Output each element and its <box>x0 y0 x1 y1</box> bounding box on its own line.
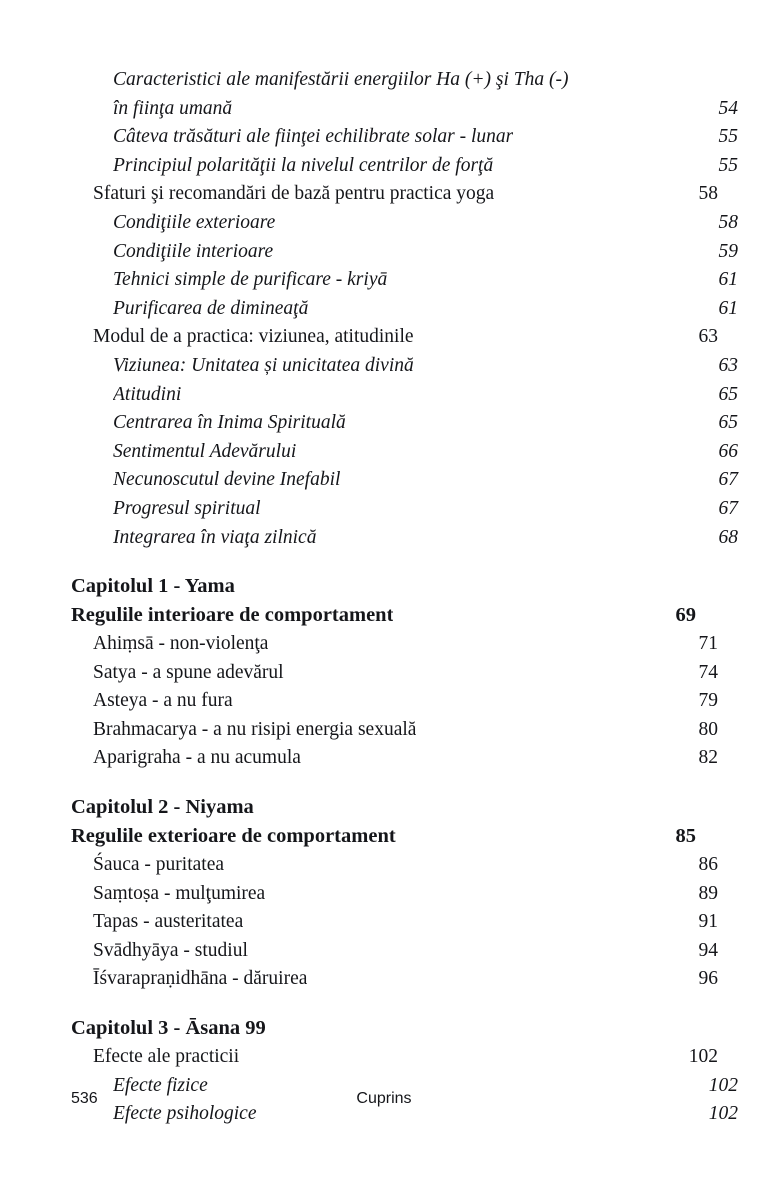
toc-entry-label: Svādhyāya - studiul <box>93 939 248 961</box>
toc-entry[interactable] <box>93 908 718 937</box>
toc-entry-label: Capitolul 2 - Niyama <box>71 796 254 819</box>
toc-entry-page-number: 58 <box>698 183 718 205</box>
toc-entry[interactable] <box>93 180 718 209</box>
toc-entry-page-number: 80 <box>698 718 718 740</box>
toc-entry-label: Efecte psihologice <box>113 1103 257 1125</box>
toc-entry-label: Condiţiile interioare <box>113 240 274 262</box>
toc-entry[interactable] <box>71 601 696 630</box>
toc-entry-page-number: 82 <box>698 747 718 769</box>
toc-entry[interactable] <box>113 524 738 553</box>
toc-entry[interactable] <box>71 793 696 822</box>
toc-entry-label: Efecte ale practicii <box>93 1046 240 1068</box>
toc-entry-page-number: 71 <box>698 633 718 655</box>
toc-entry-label: Tapas - austeritatea <box>93 911 244 933</box>
toc-entry[interactable] <box>93 851 718 880</box>
toc-entry[interactable] <box>113 266 738 295</box>
toc-entry-label: Regulile exterioare de comportament <box>71 825 396 848</box>
toc-entry-page-number: 69 <box>675 604 696 627</box>
toc-entry-page-number: 102 <box>708 1074 738 1096</box>
toc-entry-label: Saṃtoṣa - mulţumirea <box>93 882 266 904</box>
toc-entry-label: Aparigraha - a nu acumula <box>93 747 301 769</box>
toc-entry-label: Principiul polarităţii la nivelul centrilor de forţă <box>113 154 494 176</box>
toc-entry-page-number: 55 <box>718 154 738 176</box>
toc-entry[interactable] <box>71 822 696 851</box>
toc-entry-label: Capitolul 1 - Yama <box>71 575 235 598</box>
toc-entry-page-number: 74 <box>698 661 718 683</box>
toc-entry-page-number: 67 <box>718 497 738 519</box>
toc-entry[interactable] <box>93 687 718 716</box>
toc-entry[interactable] <box>113 209 738 238</box>
toc-entry-page-number: 91 <box>698 911 718 933</box>
toc-entry-label: Sentimentul Adevărului <box>113 440 297 462</box>
toc-entry-page-number: 102 <box>688 1046 718 1068</box>
toc-entry-label: în fiinţa umană <box>113 97 233 119</box>
toc-entry[interactable] <box>113 95 738 124</box>
toc-entry-page-number: 58 <box>718 211 738 233</box>
toc-entry[interactable] <box>93 323 718 352</box>
toc-entry-page-number: 102 <box>708 1103 738 1125</box>
toc-entry-page-number: 65 <box>718 412 738 434</box>
toc-entry-label: Capitolul 3 - Āsana 99 <box>71 1017 266 1040</box>
toc-entry[interactable] <box>113 238 738 267</box>
toc-entry-label: Modul de a practica: viziunea, atitudinile <box>93 326 414 348</box>
toc-entry-page-number: 55 <box>718 126 738 148</box>
toc-entry-label: Condiţiile exterioare <box>113 211 276 233</box>
toc-entry-label: Caracteristici ale manifestării energiilor Ha (+) şi Tha (-) <box>113 69 569 90</box>
toc-entry[interactable] <box>113 352 738 381</box>
table-of-contents <box>71 66 738 1129</box>
toc-entry[interactable] <box>113 466 738 495</box>
toc-entry-label: Viziunea: Unitatea și unicitatea divină <box>113 354 414 376</box>
toc-entry[interactable] <box>113 66 738 95</box>
toc-entry[interactable] <box>93 716 718 745</box>
toc-entry-label: Satya - a spune adevărul <box>93 661 284 683</box>
toc-entry[interactable] <box>93 965 718 994</box>
toc-entry[interactable] <box>113 295 738 324</box>
toc-entry[interactable] <box>71 1014 696 1043</box>
toc-entry-page-number: 85 <box>675 825 696 848</box>
toc-entry[interactable] <box>93 880 718 909</box>
toc-entry-label: Śauca - puritatea <box>93 854 225 876</box>
toc-entry-page-number: 61 <box>718 297 738 319</box>
toc-entry-page-number: 54 <box>718 97 738 119</box>
toc-entry[interactable] <box>93 1043 718 1072</box>
toc-entry-label: Regulile interioare de comportament <box>71 604 394 627</box>
toc-entry[interactable] <box>93 659 718 688</box>
toc-entry-page-number: 89 <box>698 882 718 904</box>
toc-entry-page-number: 59 <box>718 240 738 262</box>
toc-entry-page-number: 68 <box>718 526 738 548</box>
toc-entry[interactable] <box>113 123 738 152</box>
toc-entry-page-number: 79 <box>698 690 718 712</box>
toc-entry-page-number: 65 <box>718 383 738 405</box>
toc-entry-page-number: 63 <box>718 354 738 376</box>
toc-entry[interactable] <box>93 744 718 773</box>
toc-entry-page-number: 96 <box>698 968 718 990</box>
toc-entry[interactable] <box>113 495 738 524</box>
toc-entry[interactable] <box>113 438 738 467</box>
toc-entry-label: Integrarea în viaţa zilnică <box>113 526 317 548</box>
page-folio-number: 536 <box>71 1090 98 1107</box>
toc-entry-label: Centrarea în Inima Spirituală <box>113 412 346 434</box>
running-head: Cuprins <box>356 1090 412 1107</box>
toc-entry-label: Progresul spiritual <box>113 497 261 519</box>
toc-entry-label: Īśvarapraṇidhāna - dăruirea <box>93 968 308 990</box>
toc-entry[interactable] <box>93 630 718 659</box>
toc-entry-label: Câteva trăsături ale fiinţei echilibrate solar - lunar <box>113 126 514 148</box>
toc-entry[interactable] <box>71 572 696 601</box>
toc-entry-label: Purificarea de dimineaţă <box>113 297 309 319</box>
toc-entry-page-number: 86 <box>698 854 718 876</box>
toc-entry-label: Atitudini <box>113 383 182 405</box>
toc-entry-page-number: 61 <box>718 269 738 291</box>
toc-entry-label: Efecte fizice <box>113 1074 208 1096</box>
toc-entry-page-number: 66 <box>718 440 738 462</box>
page-footer <box>0 1090 768 1120</box>
toc-entry-label: Sfaturi şi recomandări de bază pentru practica yoga <box>93 183 495 205</box>
toc-entry-label: Tehnici simple de purificare - kriyā <box>113 269 388 291</box>
toc-entry-label: Asteya - a nu fura <box>93 690 233 712</box>
toc-entry-label: Ahiṃsā - non-violenţa <box>93 633 269 655</box>
toc-entry[interactable] <box>113 381 738 410</box>
toc-entry-page-number: 63 <box>698 326 718 348</box>
toc-entry[interactable] <box>113 409 738 438</box>
toc-entry-label: Necunoscutul devine Inefabil <box>113 469 341 491</box>
toc-entry-label: Brahmacarya - a nu risipi energia sexuală <box>93 718 417 740</box>
toc-entry-page-number: 94 <box>698 939 718 961</box>
toc-entry-page-number: 67 <box>718 469 738 491</box>
toc-entry[interactable] <box>113 152 738 181</box>
toc-entry[interactable] <box>93 937 718 966</box>
